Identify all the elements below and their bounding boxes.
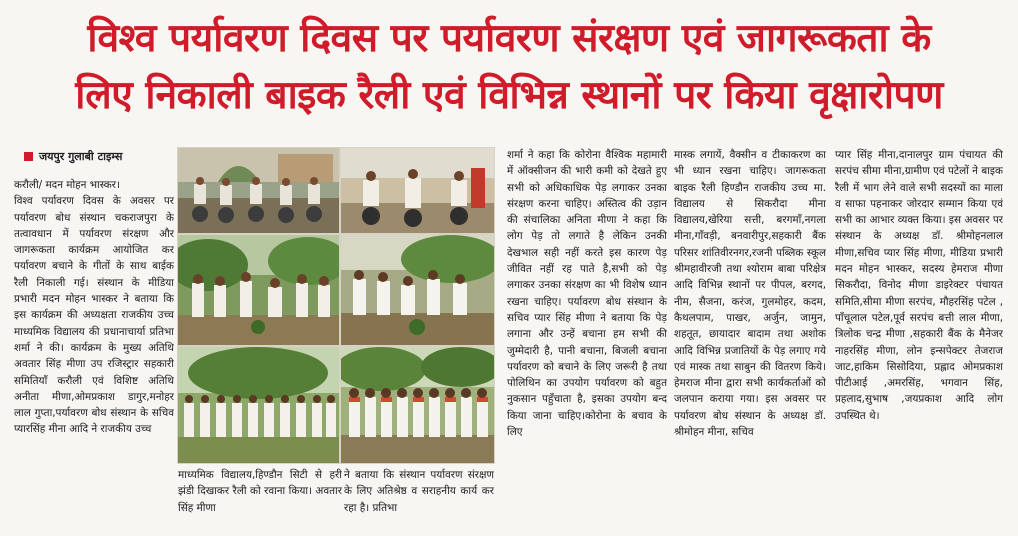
article-column-6: प्यार सिंह मीना,दानालपुर ग्राम पंचायत की सरपंच सीमा मीना,ग्रामीण एवं पटेलों ने बाइक रैली में भाग लेने वाले सभी सदस्यों का माला व साफा पहनाकर जोरदार सम्मान किया एवं सभी का आभार व्यक्त किया। इस अवसर पर संस्थान के अध्यक्ष डॉ. श्रीमोहनलाल मीणा,सचिव प्यार सिंह मीणा, मीडिया प्रभारी मदन मोहन भास्कर, सदस्य हेमराज मीणा सिकरौदा, विनोद मीणा डाइरेक्टर पंचायत समिति,सीमा मीणा सरपंच, मौहरसिंह पटेल , पाँचूलाल पटेल,पूर्व सरपंच बत्ती लाल मीणा, त्रिलोक चन्द्र मीणा ,सहकारी बैंक के मैनेजर नाहरसिंह मीणा, लोन इन्सपेक्टर तेजराज जाट,हाकिम सिसोदिया, प्रह्लाद ओमप्रकाश पीटीआई ,अमरसिंह, भगवान सिंह, प्रहलाद,सुभाष ,जयप्रकाश आदि लोग उपस्थित थे। (835, 149, 1003, 422)
headline (0, 10, 1018, 124)
byline (24, 147, 172, 165)
photo-group-outdoor (177, 346, 340, 464)
byline-marker-icon (24, 152, 33, 161)
article-column-4: शर्मा ने कहा कि कोरोना वैश्विक महामारी में ऑक्सीजन की भारी कमी को देखते हुए सभी को अधिकाधिक पेड़ लगाकर उनका संरक्षण करना चाहिए। अस्तित्व की उड़ान की संचालिका अनिता मीणा ने कहा कि लोग पेड़ तो लगाते है लेकिन उनकी देखभाल सही नहीं करते इस कारण पेड़ जीवित नहीं रह पाते है,सभी को पेड़ लगाकर उनका संरक्षण का भी विशेष ध्यान रखना चाहिए। पर्यावरण बोध संस्थान के सचिव प्यार सिंह मीणा ने बताया कि पेड़ लगाना और उन्हें बचाना हम सभी की जुम्मेदारी है, पानी बचाना, बिजली बचाना पर्यावरण को बचाने के लिए जरूरी है तथा पोलिथिन का उपयोग पर्यावरण को बहुत नुकसान पहुँचाता है, इसका उपयोग बन्द किया जाना चाहिए।कोरोना के बचाव के लिए (507, 149, 667, 439)
article-column-1: करौली/ मदन मोहन भास्कर। विश्व पर्यावरण दिवस के अवसर पर पर्यावरण बोध संस्थान चकराजपुरा के तत्वावधान में पर्यावरण संरक्षण और जागरूकता कार्यक्रम आयोजित कर पर्यावरण बचाने के गीतों के साथ बाईक रैली निकाली गई। संस्थान के मीडिया प्रभारी मदन मोहन भास्कर ने बताया कि इस कार्यक्रम की अध्यक्षता राजकीय उच्च माध्यमिक विद्यालय की प्रधानाचार्या प्रतिभा शर्मा ने की। कार्यक्रम के मुख्य अतिथि अवतार सिंह मीणा उप रजिस्ट्रार सहकारी समितियाँ करौली एवं विशिष्ट अतिथि अनीता मीणा,ओमप्रकाश डागुर,मनोहर लाल गुप्ता,पर्यावरण बोध संस्थान के सचिव प्यारसिंह मीना आदि ने राजकीय उच्च (14, 179, 174, 436)
photo-bike-rally-2 (340, 147, 495, 234)
source-name: जयपुर गुलाबी टाइम्स (39, 149, 123, 163)
photo-bike-rally-1 (177, 147, 340, 234)
article-column-5: मास्क लगायें, वैक्सीन व टीकाकरण का भी ध्यान रखना चाहिए। जागरूकता बाइक रैली हिण्डौन राजकीय उच्च मा. विद्यालय से सिकरौदा मीना विद्यालय,खेरिया सत्ती, बरगमाँ,नगला मीना,गाँवड़ी, बनवारीपुर,सहकारी बैंक परिसर शांतिवीरनगर,रजनी पब्लिक स्कूल श्रीमहावीरजी तथा श्योराम बाबा परिक्षेत्र आदि विभिन्न स्थानों पर पीपल, बरगद, नीम, सैजना, करंज, गुलमोहर, कदम, कैथलपाम, पाखर, अर्जुन, जामुन, शहतूत, छायादार बादाम तथा अशोक आदि विभिन्न प्रजातियों के पेड़ लगाए गये एवं मास्क तथा साबुन की वितरण किये। हेमराज मीना द्वारा सभी कार्यकर्ताओं को जलपान कराया गया। इस अवसर पर पर्यावरण बोध संस्थान के अध्यक्ष डॉ. श्रीमोहन मीना, सचिव (674, 149, 826, 439)
article-column-3: ने बताया कि संस्थान पर्यावरण संरक्षण के लिए अतिश्रेष्ठ व सराहनीय कार्य कर रहा है। प्रतिभा (344, 469, 494, 514)
photo-planting-1 (177, 234, 340, 346)
photo-felicitation-group (340, 346, 495, 464)
headline-line-2: लिए निकाली बाइक रैली एवं विभिन्न स्थानों पर किया वृक्षारोपण (75, 73, 943, 118)
headline-line-1: विश्व पर्यावरण दिवस पर पर्यावरण संरक्षण एवं जागरूकता के (87, 16, 931, 61)
photo-collage (177, 147, 493, 462)
photo-planting-2 (340, 234, 495, 346)
article-column-2: माध्यमिक विद्यालय,हिण्डौन सिटी से हरी झंडी दिखाकर रैली को रवाना किया। अवतार सिंह मीणा (178, 469, 342, 514)
